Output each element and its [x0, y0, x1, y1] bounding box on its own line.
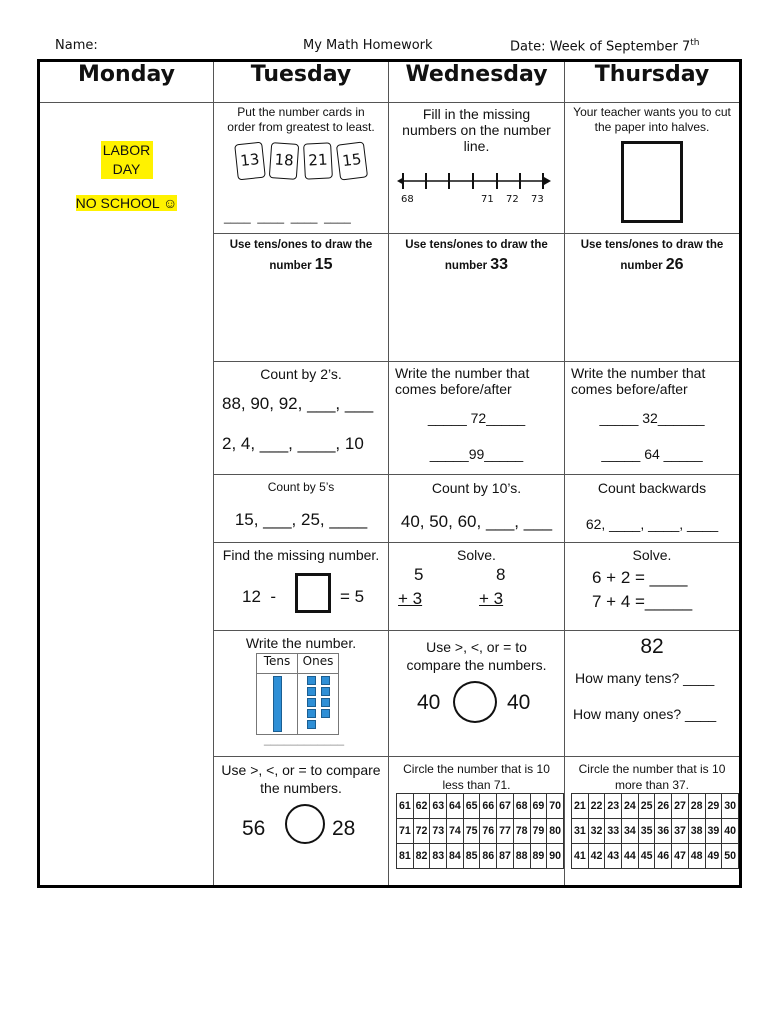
- day-wednesday: Wednesday: [389, 61, 565, 103]
- tue-missing-number-cell: [214, 543, 389, 631]
- compare-right: 40: [507, 691, 531, 714]
- number-line-label: 71: [481, 194, 494, 205]
- count-by-10-line[interactable]: 40, 50, 60, ___, ___: [400, 512, 553, 531]
- draw-number: 33: [490, 256, 509, 273]
- number-chart-cell[interactable]: 37: [672, 819, 689, 844]
- tens-column: [257, 674, 298, 735]
- number-chart-cell[interactable]: 30: [722, 794, 739, 819]
- number-word: number: [269, 260, 312, 272]
- number-chart-cell[interactable]: 73: [430, 819, 447, 844]
- number-word: number: [444, 260, 488, 272]
- tue-count-2-cell: [214, 362, 389, 475]
- no-school-label: NO SCHOOL ☺: [75, 195, 178, 211]
- number-chart-cell[interactable]: 69: [530, 794, 547, 819]
- labor-day-label: LABOR DAY: [101, 141, 153, 179]
- write-number-title: Write the number.: [245, 635, 357, 651]
- number-chart-cell[interactable]: 75: [463, 819, 480, 844]
- number-chart-cell[interactable]: 25: [638, 794, 655, 819]
- ones-cube: [307, 698, 316, 707]
- day-monday: Monday: [39, 61, 214, 103]
- page-title: My Math Homework: [303, 38, 433, 53]
- tue-order-prompt: Put the number cards in order from greatest to least.: [227, 105, 375, 134]
- number-chart-cell[interactable]: 61: [397, 794, 414, 819]
- count-back-line[interactable]: 62, ____, ____, ____: [585, 516, 719, 532]
- paper-rectangle[interactable]: [621, 141, 683, 223]
- number-chart-cell[interactable]: 27: [672, 794, 689, 819]
- solve-line[interactable]: 7 + 4 =_____: [592, 592, 693, 611]
- ones-cube: [321, 698, 330, 707]
- number-chart-cell[interactable]: 31: [572, 819, 589, 844]
- number-chart-cell[interactable]: 22: [588, 794, 605, 819]
- number-chart-cell[interactable]: 79: [530, 819, 547, 844]
- tue-order-cards-cell: [214, 103, 389, 234]
- number-chart-cell[interactable]: 65: [463, 794, 480, 819]
- day-thursday: Thursday: [565, 61, 741, 103]
- answer-blank[interactable]: ____________: [264, 732, 345, 746]
- equation-right: = 5: [340, 587, 365, 606]
- hundreds-chart: [571, 793, 739, 869]
- thu-halves-cell: [565, 103, 741, 234]
- number-chart-cell[interactable]: 38: [688, 819, 705, 844]
- wed-number-line-prompt: Fill in the missing numbers on the number line.: [402, 106, 551, 154]
- number-chart-cell[interactable]: 62: [413, 794, 430, 819]
- addend-top: 5: [414, 565, 424, 584]
- wed-circle-prompt: Circle the number that is 10 less than 71.: [403, 762, 550, 792]
- number-chart-cell[interactable]: 48: [688, 844, 705, 869]
- thu-tens-ones-cell: [565, 631, 741, 757]
- number-chart-cell[interactable]: 34: [622, 819, 639, 844]
- number-chart-cell[interactable]: 50: [722, 844, 739, 869]
- before-after-line[interactable]: _____ 72_____: [427, 410, 526, 426]
- missing-number-title: Find the missing number.: [222, 547, 380, 563]
- count-by-5-title: Count by 5’s: [267, 480, 335, 494]
- thu-draw-prompt: Use tens/ones to draw the: [580, 239, 724, 251]
- tue-compare-cell: [214, 757, 389, 887]
- compare-circle[interactable]: [285, 804, 325, 844]
- thu-circle-prompt: Circle the number that is 10 more than 37.: [578, 762, 726, 792]
- how-many-tens[interactable]: How many tens? ____: [575, 670, 715, 686]
- day-tuesday: Tuesday: [214, 61, 389, 103]
- count-by-2-line1[interactable]: 88, 90, 92, ___, ___: [222, 394, 374, 413]
- ones-header: Ones: [298, 654, 339, 674]
- number-chart-cell[interactable]: 66: [480, 794, 497, 819]
- number-chart-cell[interactable]: 40: [722, 819, 739, 844]
- how-many-ones[interactable]: How many ones? ____: [573, 706, 717, 722]
- name-label: Name:: [55, 38, 98, 53]
- number-chart-cell[interactable]: 21: [572, 794, 589, 819]
- number-chart-cell[interactable]: 29: [705, 794, 722, 819]
- count-by-5-line[interactable]: 15, ___, 25, ____: [234, 510, 368, 529]
- wed-compare-prompt: Use >, <, or = to compare the numbers.: [406, 639, 547, 673]
- solve-line[interactable]: 6 + 2 = ____: [592, 568, 688, 587]
- wed-compare-cell: [389, 631, 565, 757]
- number-chart-cell[interactable]: 43: [605, 844, 622, 869]
- thu-draw-cell[interactable]: [565, 234, 741, 362]
- wed-before-after-cell: [389, 362, 565, 475]
- tue-draw-prompt: Use tens/ones to draw the: [229, 239, 373, 251]
- tue-write-number-cell: [214, 631, 389, 757]
- number-chart-cell[interactable]: 71: [397, 819, 414, 844]
- wed-number-line-cell: [389, 103, 565, 234]
- draw-number: 15: [314, 256, 333, 273]
- number-line-label: 68: [401, 194, 414, 205]
- wed-before-after-prompt: Write the number that comes before/after: [395, 365, 530, 397]
- before-after-line[interactable]: _____99_____: [429, 446, 524, 462]
- number-chart-cell[interactable]: 80: [547, 819, 564, 844]
- number-chart-cell[interactable]: 89: [530, 844, 547, 869]
- number-chart-cell[interactable]: 78: [513, 819, 530, 844]
- number-chart-cell[interactable]: 87: [497, 844, 514, 869]
- ones-cube: [307, 676, 316, 685]
- ones-cube: [321, 676, 330, 685]
- ones-column: [298, 674, 339, 735]
- addend-top: 8: [496, 565, 506, 584]
- number-cards: [214, 143, 388, 179]
- place-value-number: 82: [640, 635, 664, 658]
- number-chart-cell[interactable]: 77: [497, 819, 514, 844]
- tue-count-5-cell: [214, 475, 389, 543]
- number-chart-cell[interactable]: 88: [513, 844, 530, 869]
- number-chart-cell[interactable]: 44: [622, 844, 639, 869]
- number-chart-cell[interactable]: 41: [572, 844, 589, 869]
- number-chart-cell[interactable]: 49: [705, 844, 722, 869]
- thu-count-back-cell: [565, 475, 741, 543]
- number-chart-cell[interactable]: 33: [605, 819, 622, 844]
- number-chart-cell[interactable]: 63: [430, 794, 447, 819]
- number-chart-cell[interactable]: 36: [655, 819, 672, 844]
- number-chart-cell[interactable]: 68: [513, 794, 530, 819]
- number-chart-cell[interactable]: 74: [447, 819, 464, 844]
- compare-right: 28: [332, 817, 356, 840]
- equation-left: 12 -: [242, 587, 277, 606]
- number-chart-cell[interactable]: 90: [547, 844, 564, 869]
- date-label: [510, 38, 700, 54]
- number-card[interactable]: 15: [336, 141, 368, 180]
- tens-ones-chart: [256, 653, 339, 735]
- date-suffix: th: [690, 38, 700, 48]
- addend-bottom: + 3: [479, 589, 504, 608]
- count-by-2-title: Count by 2’s.: [260, 366, 342, 382]
- ones-cube: [307, 720, 316, 729]
- number-chart-cell[interactable]: 46: [655, 844, 672, 869]
- number-chart-cell[interactable]: 82: [413, 844, 430, 869]
- number-chart-cell[interactable]: 42: [588, 844, 605, 869]
- count-back-title: Count backwards: [597, 480, 707, 496]
- before-after-line[interactable]: _____ 64 _____: [601, 446, 703, 462]
- compare-left: 56: [242, 817, 266, 840]
- ones-cube: [321, 709, 330, 718]
- thu-circle-cell: [565, 757, 741, 887]
- wed-count-10-cell: [389, 475, 565, 543]
- draw-number: 26: [665, 256, 684, 273]
- missing-number-box[interactable]: [295, 573, 331, 613]
- number-chart-cell[interactable]: 39: [705, 819, 722, 844]
- number-line-label: 72: [506, 194, 519, 205]
- date-text: Date: Week of September 7: [510, 39, 691, 55]
- number-card[interactable]: 13: [234, 142, 266, 181]
- addend-bottom: + 3: [398, 589, 423, 608]
- thu-solve-title: Solve.: [632, 547, 672, 563]
- number-word: number: [620, 260, 663, 272]
- number-chart-cell[interactable]: 72: [413, 819, 430, 844]
- count-by-2-line2[interactable]: 2, 4, ___, ____, 10: [222, 434, 364, 453]
- number-chart-cell[interactable]: 83: [430, 844, 447, 869]
- wed-solve-title: Solve.: [457, 547, 496, 563]
- number-chart-cell[interactable]: 86: [480, 844, 497, 869]
- compare-left: 40: [417, 691, 441, 714]
- number-chart-cell[interactable]: 64: [447, 794, 464, 819]
- number-chart-cell[interactable]: 28: [688, 794, 705, 819]
- number-chart-cell[interactable]: 85: [463, 844, 480, 869]
- hundreds-chart: [396, 793, 564, 869]
- number-chart-cell[interactable]: 47: [672, 844, 689, 869]
- compare-circle[interactable]: [453, 681, 497, 723]
- ones-cube: [307, 709, 316, 718]
- tue-compare-prompt: Use >, <, or = to compare the numbers.: [221, 762, 381, 796]
- thu-solve-cell: [565, 543, 741, 631]
- tens-header: Tens: [257, 654, 298, 674]
- number-chart-cell[interactable]: 67: [497, 794, 514, 819]
- number-chart-cell[interactable]: 26: [655, 794, 672, 819]
- wed-draw-prompt: Use tens/ones to draw the: [405, 239, 548, 251]
- tue-draw-cell[interactable]: [214, 234, 389, 362]
- monday-cell: [39, 103, 214, 887]
- number-chart-cell[interactable]: 45: [638, 844, 655, 869]
- homework-grid: [37, 59, 742, 888]
- wed-circle-cell: [389, 757, 565, 887]
- number-line-label: 73: [531, 194, 544, 205]
- number-chart-cell[interactable]: 70: [547, 794, 564, 819]
- thu-halves-prompt: Your teacher wants you to cut the paper into halves.: [573, 105, 731, 134]
- number-chart-cell[interactable]: 32: [588, 819, 605, 844]
- tens-rod: [273, 676, 282, 732]
- number-chart-cell[interactable]: 81: [397, 844, 414, 869]
- number-card[interactable]: 21: [303, 142, 333, 179]
- number-chart-cell[interactable]: 76: [480, 819, 497, 844]
- thu-before-after-prompt: Write the number that comes before/after: [571, 365, 706, 397]
- number-chart-cell[interactable]: 35: [638, 819, 655, 844]
- before-after-line[interactable]: _____ 32______: [599, 410, 705, 426]
- number-card[interactable]: 18: [269, 142, 299, 180]
- count-by-10-title: Count by 10’s.: [431, 480, 522, 496]
- wed-solve-cell: [389, 543, 565, 631]
- number-chart-cell[interactable]: 84: [447, 844, 464, 869]
- thu-before-after-cell: [565, 362, 741, 475]
- ones-cube: [307, 687, 316, 696]
- ones-cube: [321, 687, 330, 696]
- number-chart-cell[interactable]: 24: [622, 794, 639, 819]
- number-chart-cell[interactable]: 23: [605, 794, 622, 819]
- answer-blanks[interactable]: ____ ____ ____ ____: [224, 210, 351, 224]
- wed-draw-cell[interactable]: [389, 234, 565, 362]
